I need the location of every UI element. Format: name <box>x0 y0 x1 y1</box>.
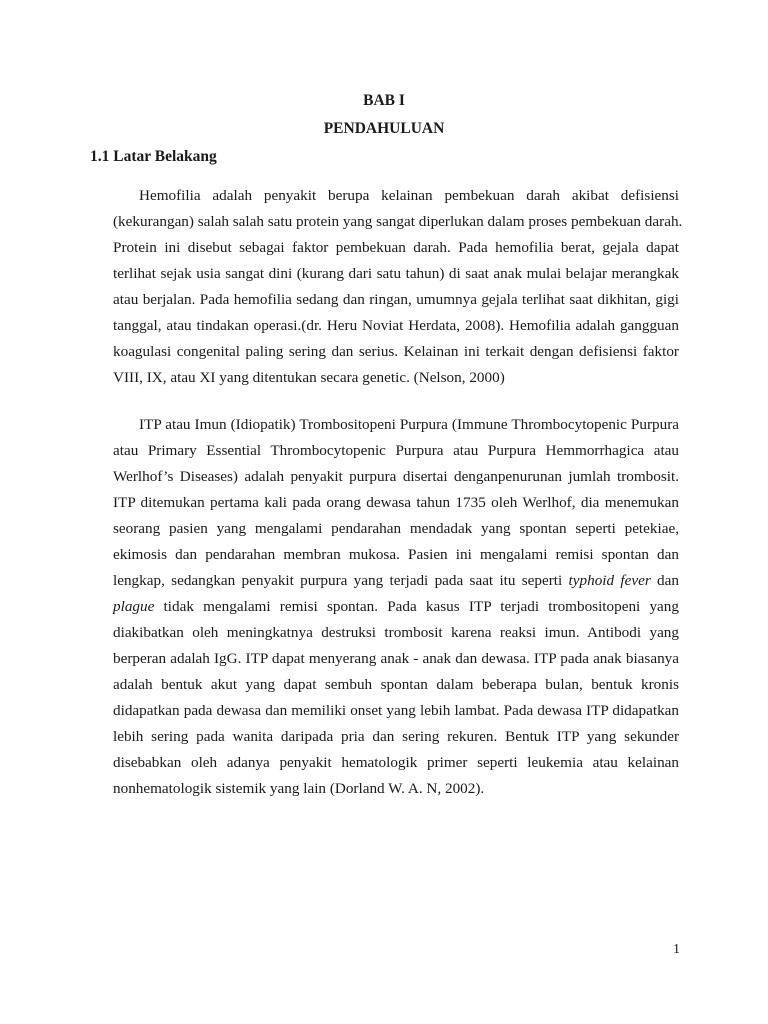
paragraph-line: (kekurangan) salah salah satu protein yang sangat diperlukan dalam proses pembekuan darah. <box>113 213 683 230</box>
section-heading: 1.1 Latar Belakang <box>90 148 217 165</box>
text-run: dan <box>657 572 679 589</box>
text-run: tidak mengalami remisi spontan. Pada kasus ITP terjadi trombositopeni yang <box>163 598 679 615</box>
page-number: 1 <box>673 942 680 957</box>
paragraph-line: Protein ini disebut sebagai faktor pembekuan darah. Pada hemofilia berat, gejala dapat <box>113 239 679 256</box>
paragraph-line: diakibatkan oleh meningkatnya destruksi trombosit karena reaksi imun. Antibodi yang <box>113 624 679 641</box>
italic-term: plague <box>113 598 155 615</box>
paragraph-line: ITP atau Imun (Idiopatik) Trombositopeni Purpura (Immune Thrombocytopenic Purpura <box>139 416 679 433</box>
text-run: lengkap, sedangkan penyakit purpura yang terjadi pada saat itu seperti <box>113 572 563 589</box>
paragraph-line: adalah bentuk akut yang dapat sembuh spontan dalam beberapa bulan, bentuk kronis <box>113 676 679 693</box>
paragraph-line: seorang pasien yang mengalami pendarahan mendadak yang spontan seperti petekiae, <box>113 520 679 537</box>
paragraph-line: VIII, IX, atau XI yang ditentukan secara genetic. (Nelson, 2000) <box>113 369 505 386</box>
paragraph-line: nonhematologik sistemik yang lain (Dorland W. A. N, 2002). <box>113 780 485 797</box>
paragraph-line: ekimosis dan pendarahan membran mukosa. Pasien ini mengalami remisi spontan dan <box>113 546 679 563</box>
paragraph-line: ITP ditemukan pertama kali pada orang dewasa tahun 1735 oleh Werlhof, dia menemukan <box>113 494 679 511</box>
chapter-title: PENDAHULUAN <box>323 120 445 137</box>
paragraph-line: terlihat sejak usia sangat dini (kurang dari satu tahun) di saat anak mulai belajar merangkak <box>113 265 679 282</box>
paragraph-line: lebih sering pada wanita daripada pria dan sering rekuren. Bentuk ITP yang sekunder <box>113 728 679 745</box>
paragraph-line: atau berjalan. Pada hemofilia sedang dan ringan, umumnya gejala terlihat saat dikhitan, gigi <box>113 291 679 308</box>
paragraph-line: Hemofilia adalah penyakit berupa kelainan pembekuan darah akibat defisiensi <box>139 187 679 204</box>
paragraph-line: didapatkan pada dewasa dan memiliki onset yang lebih lambat. Pada dewasa ITP didapatkan <box>113 702 679 719</box>
chapter-number: BAB I <box>363 92 405 109</box>
paragraph-line: Werlhof’s Diseases) adalah penyakit purpura disertai denganpenurunan jumlah trombosit. <box>113 468 679 485</box>
paragraph-line-mixed <box>113 571 679 591</box>
paragraph-line: atau Primary Essential Thrombocytopenic Purpura atau Purpura Hemmorrhagica atau <box>113 442 679 459</box>
paragraph-line: tanggal, atau tindakan operasi.(dr. Heru Noviat Herdata, 2008). Hemofilia adalah gangguan <box>113 317 679 334</box>
paragraph-line: koagulasi congenital paling sering dan serius. Kelainan ini terkait dengan defisiensi faktor <box>113 343 679 360</box>
paragraph-line: disebabkan oleh adanya penyakit hematologik primer seperti leukemia atau kelainan <box>113 754 679 771</box>
paragraph-line-mixed <box>113 597 679 617</box>
paragraph-line: berperan adalah IgG. ITP dapat menyerang anak - anak dan dewasa. ITP pada anak biasanya <box>113 650 679 667</box>
italic-term: typhoid fever <box>568 572 651 589</box>
